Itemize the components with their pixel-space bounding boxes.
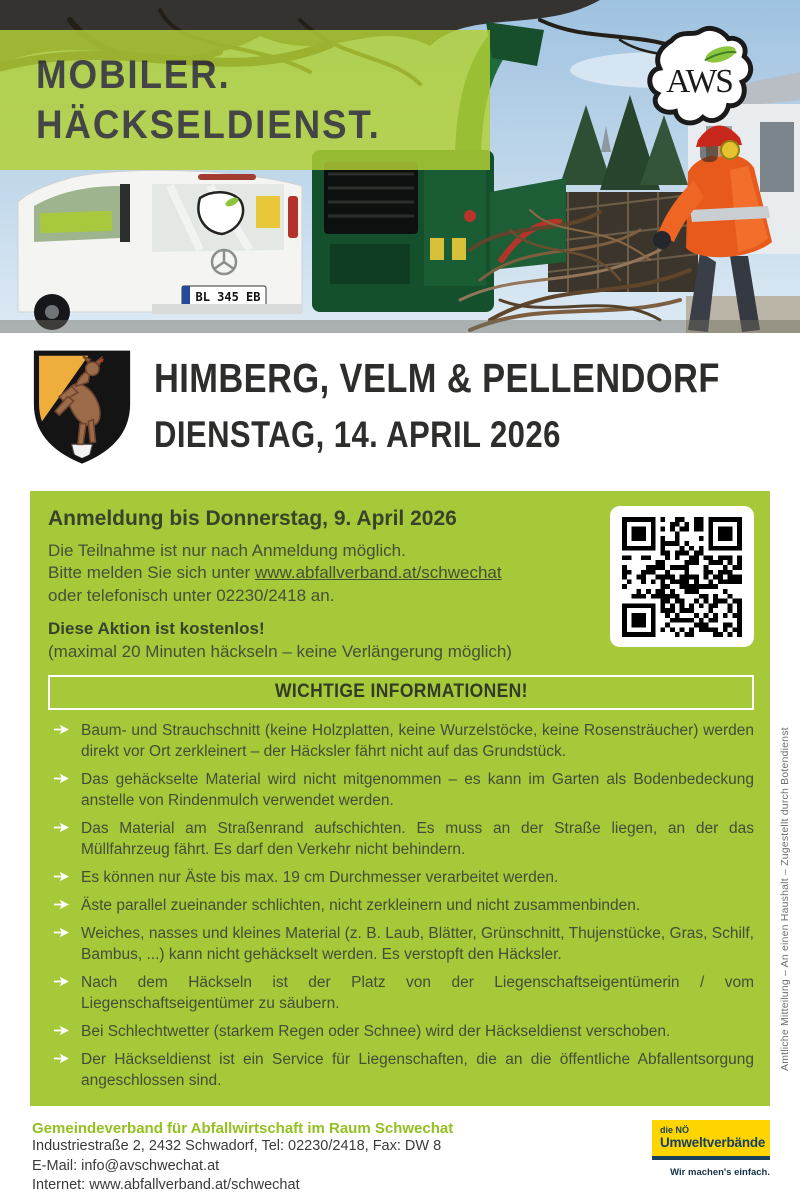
event-location: HIMBERG, VELM & PELLENDORF xyxy=(154,355,720,401)
aws-logo-text: AWS xyxy=(666,62,732,100)
umweltverbaende-logo-box xyxy=(652,1120,770,1160)
arrow-bullet-icon xyxy=(54,818,70,860)
duration-note: (maximal 20 Minuten häckseln – keine Verlängerung möglich) xyxy=(48,641,512,661)
van-license-plate: BL 345 EB xyxy=(195,290,261,304)
list-item xyxy=(48,814,754,863)
list-item xyxy=(48,716,754,765)
important-info-title: WICHTIGE INFORMATIONEN! xyxy=(274,681,528,703)
arrow-bullet-icon xyxy=(54,769,70,811)
umweltverbaende-logo xyxy=(652,1120,770,1178)
registration-line3: oder telefonisch unter 02230/2418 an. xyxy=(48,585,335,605)
list-item xyxy=(48,968,754,1017)
footer-website: Internet: www.abfallverband.at/schwechat xyxy=(32,1177,300,1194)
arrow-bullet-icon xyxy=(54,867,70,888)
registration-heading: Anmeldung bis Donnerstag, 9. April 2026 xyxy=(48,507,457,530)
arrow-bullet-icon xyxy=(54,972,70,1014)
event-header xyxy=(0,333,800,467)
himberg-coat-of-arms xyxy=(30,347,134,465)
bullet-text: Das gehäckselte Material wird nicht mitgenommen – es kann im Garten als Bodenbedeckung anstelle von Rindenmulch verwendet werden. xyxy=(81,771,754,810)
aws-logo xyxy=(640,24,758,136)
list-item xyxy=(48,1017,754,1045)
info-panel xyxy=(30,491,770,1106)
header-title-banner xyxy=(0,30,490,170)
bullet-text: Bei Schlechtwetter (starkem Regen oder Schnee) wird der Häckseldienst verschoben. xyxy=(81,1023,671,1041)
umweltverbaende-logo-top: die NÖ xyxy=(660,1125,690,1136)
list-item xyxy=(48,891,754,919)
footer-email: E-Mail: info@avschwechat.at xyxy=(32,1157,220,1174)
page-title-line1: MOBILER. xyxy=(36,53,231,97)
list-item xyxy=(48,765,754,814)
footer-address: Industriestraße 2, 2432 Schwadorf, Tel: 02230/2418, Fax: DW 8 xyxy=(32,1138,442,1155)
header-photo xyxy=(0,0,800,333)
footer xyxy=(0,1106,800,1195)
bullet-text: Es können nur Äste bis max. 19 cm Durchmesser verarbeitet werden. xyxy=(81,869,559,887)
arrow-bullet-icon xyxy=(54,1021,70,1042)
free-of-charge-note: Diese Aktion ist kostenlos! xyxy=(48,619,265,639)
bullet-text: Der Häckseldienst ist ein Service für Liegenschaften, die an die öffentliche Abfallentsorgung angeschlossen sind. xyxy=(81,1051,754,1090)
arrow-bullet-icon xyxy=(54,923,70,965)
event-date: DIENSTAG, 14. APRIL 2026 xyxy=(154,414,561,455)
list-item xyxy=(48,1045,754,1094)
qr-code xyxy=(622,517,742,637)
bullet-text: Äste parallel zueinander schlichten, nicht zerkleinern und nicht zusammenbinden. xyxy=(81,897,641,915)
umweltverbaende-logo-name: Umweltverbände xyxy=(660,1135,766,1151)
important-info-header xyxy=(48,675,754,710)
bullet-text: Baum- und Strauchschnitt (keine Holzplatten, keine Wurzelstöcke, keine Rosensträucher) werden direkt vor Ort zerkleinert – der Häcksler fährt nicht auf das Grundstück. xyxy=(81,722,754,761)
bullet-text: Weiches, nasses und kleines Material (z. B. Laub, Blätter, Grünschnitt, Thujenstücke, Gras, Schilf, Bambus, ...) kann nicht gehäckselt werden. Es verstopft den Häcksler. xyxy=(81,925,754,964)
footer-organization: Gemeindeverband für Abfallwirtschaft im Raum Schwechat xyxy=(32,1120,454,1138)
bullet-text: Nach dem Häckseln ist der Platz von der Liegenschaftseigentümerin / vom Liegenschaftseigentümer zu säubern. xyxy=(81,974,754,1013)
postal-side-note: Amtliche Mitteilung – An einen Haushalt – Zugestellt durch Botendienst xyxy=(779,727,791,1071)
page-title-line2: HÄCKSELDIENST. xyxy=(36,103,381,147)
list-item xyxy=(48,863,754,891)
info-bullet-list xyxy=(48,716,754,1094)
list-item xyxy=(48,919,754,968)
registration-line1: Die Teilnahme ist nur nach Anmeldung möglich. xyxy=(48,541,406,560)
registration-link[interactable]: www.abfallverband.at/schwechat xyxy=(254,563,502,583)
qr-code-box xyxy=(610,506,754,647)
umweltverbaende-slogan: Wir machen's einfach. xyxy=(670,1167,770,1179)
registration-line2-prefix: Bitte melden Sie sich unter xyxy=(48,563,255,583)
arrow-bullet-icon xyxy=(54,720,70,762)
arrow-bullet-icon xyxy=(54,895,70,916)
bullet-text: Das Material am Straßenrand aufschichten. Es muss an der Straße liegen, an der das Müllfahrzeug fährt. Es darf den Verkehr nicht behindern. xyxy=(81,820,754,859)
arrow-bullet-icon xyxy=(54,1049,70,1091)
registration-section xyxy=(48,503,754,663)
